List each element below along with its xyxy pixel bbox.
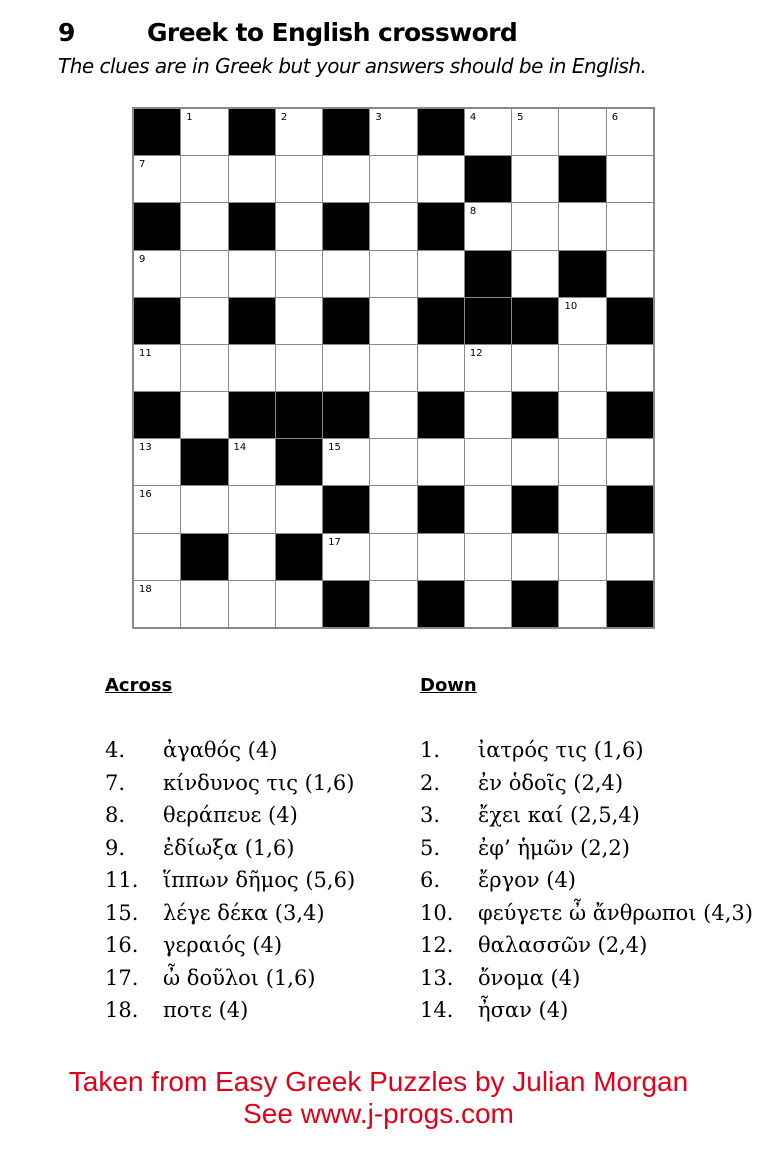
grid-cell-black bbox=[229, 298, 275, 344]
grid-cell-black bbox=[512, 298, 558, 344]
clue-number: 18 bbox=[139, 583, 152, 595]
grid-cell[interactable] bbox=[607, 345, 653, 391]
clue-num: 18. bbox=[105, 998, 139, 1022]
grid-cell[interactable] bbox=[370, 203, 416, 249]
grid-cell[interactable] bbox=[181, 109, 227, 155]
clue-text: ἵππων δῆμος (5,6) bbox=[163, 868, 356, 892]
clue-number: 16 bbox=[139, 489, 152, 501]
grid-cell-black bbox=[512, 392, 558, 438]
grid-cell[interactable] bbox=[607, 109, 653, 155]
grid-cell[interactable] bbox=[181, 345, 227, 391]
clue-number: 2 bbox=[280, 112, 288, 123]
across-clue bbox=[105, 901, 355, 934]
clue-number: 13 bbox=[139, 442, 152, 454]
down-clue bbox=[420, 933, 753, 966]
down-clue bbox=[420, 966, 753, 999]
grid-cell[interactable] bbox=[559, 203, 605, 249]
grid-cell[interactable] bbox=[323, 439, 369, 485]
grid-cell-black bbox=[607, 298, 653, 344]
grid-cell-black bbox=[134, 203, 180, 249]
grid-cell-black bbox=[512, 581, 558, 627]
grid-cell-black bbox=[465, 156, 511, 202]
grid-cell[interactable] bbox=[607, 439, 653, 485]
across-clue-list bbox=[105, 738, 355, 1031]
down-heading: Down bbox=[420, 675, 477, 696]
grid-cell[interactable] bbox=[134, 581, 180, 627]
clue-text: ποτε (4) bbox=[163, 998, 249, 1022]
grid-cell[interactable] bbox=[229, 439, 275, 485]
grid-cell[interactable] bbox=[323, 156, 369, 202]
clue-number: 12 bbox=[469, 347, 483, 359]
grid-cell-black bbox=[323, 581, 369, 627]
puzzle-subtitle: The clues are in Greek but your answers should be in English. bbox=[58, 54, 647, 78]
grid-cell[interactable] bbox=[559, 581, 605, 627]
clue-text: ἐδίωξα (1,6) bbox=[163, 835, 295, 860]
clue-num: 13. bbox=[420, 965, 454, 990]
across-clue bbox=[105, 771, 355, 804]
across-clue bbox=[105, 966, 355, 999]
grid-cell[interactable] bbox=[370, 156, 416, 202]
grid-cell[interactable] bbox=[465, 534, 511, 580]
grid-cell[interactable] bbox=[181, 203, 227, 249]
grid-cell-black bbox=[559, 251, 605, 297]
clue-num: 4. bbox=[105, 738, 126, 762]
clue-number: 14 bbox=[233, 442, 247, 454]
down-clue bbox=[420, 738, 753, 771]
grid-cell[interactable] bbox=[559, 439, 605, 485]
clue-number: 10 bbox=[564, 300, 578, 312]
clue-number: 7 bbox=[139, 159, 146, 171]
grid-cell[interactable] bbox=[465, 203, 511, 249]
grid-cell[interactable] bbox=[323, 345, 369, 391]
grid-cell-black bbox=[418, 581, 464, 627]
grid-cell[interactable] bbox=[370, 439, 416, 485]
grid-cell[interactable] bbox=[418, 156, 464, 202]
clue-text: ἀγαθός (4) bbox=[163, 738, 278, 762]
credit-line: Taken from Easy Greek Puzzles by Julian Morgan bbox=[68, 1066, 689, 1097]
grid-cell[interactable] bbox=[276, 251, 322, 297]
grid-cell[interactable] bbox=[512, 345, 558, 391]
grid-cell[interactable] bbox=[229, 581, 275, 627]
grid-cell[interactable] bbox=[276, 298, 322, 344]
clue-num: 7. bbox=[105, 770, 126, 795]
grid-cell-black bbox=[418, 298, 464, 344]
grid-cell[interactable] bbox=[559, 298, 605, 344]
grid-cell-black bbox=[323, 298, 369, 344]
grid-cell[interactable] bbox=[370, 345, 416, 391]
clue-num: 8. bbox=[105, 803, 126, 827]
clue-num: 16. bbox=[105, 933, 139, 957]
clue-number: 9 bbox=[139, 253, 146, 265]
clue-text: ὄνομα (4) bbox=[478, 965, 581, 990]
across-clue bbox=[105, 738, 355, 771]
crossword-grid bbox=[132, 107, 655, 629]
grid-cell[interactable] bbox=[418, 534, 464, 580]
clue-number: 4 bbox=[469, 112, 477, 123]
grid-cell-black bbox=[512, 486, 558, 532]
clue-num: 9. bbox=[105, 835, 126, 860]
clue-number: 1 bbox=[186, 112, 193, 123]
grid-cell-black bbox=[465, 251, 511, 297]
grid-cell-black bbox=[465, 298, 511, 344]
grid-cell[interactable] bbox=[229, 345, 275, 391]
grid-cell[interactable] bbox=[134, 486, 180, 532]
clue-number: 3 bbox=[375, 112, 382, 123]
down-clue bbox=[420, 868, 753, 901]
grid-cell[interactable] bbox=[465, 581, 511, 627]
grid-cell-black bbox=[276, 439, 322, 485]
grid-cell[interactable] bbox=[370, 251, 416, 297]
grid-cell[interactable] bbox=[134, 156, 180, 202]
grid-cell[interactable] bbox=[512, 534, 558, 580]
grid-cell[interactable] bbox=[181, 251, 227, 297]
grid-cell[interactable] bbox=[512, 203, 558, 249]
grid-cell-black bbox=[276, 392, 322, 438]
grid-cell-black bbox=[229, 109, 275, 155]
grid-cell[interactable] bbox=[229, 156, 275, 202]
grid-cell[interactable] bbox=[370, 581, 416, 627]
clue-number: 6 bbox=[611, 112, 619, 123]
clue-text: κίνδυνος τις (1,6) bbox=[163, 770, 355, 795]
grid-cell[interactable] bbox=[418, 439, 464, 485]
clue-number: 5 bbox=[517, 112, 524, 123]
clue-num: 15. bbox=[105, 900, 139, 925]
clue-num: 10. bbox=[420, 900, 454, 925]
across-clue bbox=[105, 836, 355, 869]
grid-cell[interactable] bbox=[465, 392, 511, 438]
clue-text: ὦ δοῦλοι (1,6) bbox=[163, 965, 316, 990]
grid-cell[interactable] bbox=[181, 581, 227, 627]
grid-cell[interactable] bbox=[512, 109, 558, 155]
grid-cell[interactable] bbox=[559, 392, 605, 438]
puzzle-title: Greek to English crossword bbox=[147, 18, 518, 47]
clue-num: 6. bbox=[420, 868, 441, 892]
grid-cell-black bbox=[134, 392, 180, 438]
grid-cell[interactable] bbox=[276, 486, 322, 532]
grid-cell[interactable] bbox=[276, 203, 322, 249]
grid-cell-black bbox=[134, 298, 180, 344]
grid-cell[interactable] bbox=[134, 345, 180, 391]
clue-text: λέγε δέκα (3,4) bbox=[163, 900, 325, 925]
grid-cell-black bbox=[134, 109, 180, 155]
grid-cell[interactable] bbox=[181, 298, 227, 344]
clue-num: 12. bbox=[420, 933, 454, 957]
clue-text: ἐν ὁδοῖς (2,4) bbox=[478, 770, 624, 795]
grid-cell[interactable] bbox=[559, 486, 605, 532]
grid-cell-black bbox=[607, 486, 653, 532]
clue-num: 3. bbox=[420, 803, 441, 827]
grid-cell[interactable] bbox=[370, 298, 416, 344]
grid-cell[interactable] bbox=[370, 534, 416, 580]
grid-cell[interactable] bbox=[181, 392, 227, 438]
down-clue bbox=[420, 803, 753, 836]
grid-cell[interactable] bbox=[607, 203, 653, 249]
grid-cell[interactable] bbox=[229, 534, 275, 580]
grid-cell[interactable] bbox=[465, 439, 511, 485]
clue-text: θεράπευε (4) bbox=[163, 803, 298, 827]
grid-cell[interactable] bbox=[181, 156, 227, 202]
clue-number: 8 bbox=[469, 206, 477, 218]
grid-cell-black bbox=[276, 534, 322, 580]
grid-cell[interactable] bbox=[323, 251, 369, 297]
across-clue bbox=[105, 803, 355, 836]
grid-cell[interactable] bbox=[512, 251, 558, 297]
clue-number: 17 bbox=[328, 536, 341, 548]
credit-website: See www.j-progs.com bbox=[243, 1098, 514, 1129]
grid-cell[interactable] bbox=[134, 251, 180, 297]
clue-num: 11. bbox=[105, 868, 139, 892]
grid-cell[interactable] bbox=[512, 156, 558, 202]
grid-cell[interactable] bbox=[370, 392, 416, 438]
grid-cell[interactable] bbox=[276, 156, 322, 202]
grid-cell[interactable] bbox=[559, 345, 605, 391]
grid-cell[interactable] bbox=[370, 109, 416, 155]
grid-cell[interactable] bbox=[229, 251, 275, 297]
grid-cell[interactable] bbox=[512, 439, 558, 485]
grid-cell[interactable] bbox=[276, 345, 322, 391]
grid-cell[interactable] bbox=[607, 251, 653, 297]
grid-cell-black bbox=[418, 392, 464, 438]
clue-text: ἐφ’ ἡμῶν (2,2) bbox=[478, 835, 630, 860]
grid-cell-black bbox=[323, 486, 369, 532]
grid-cell-black bbox=[418, 486, 464, 532]
down-clue bbox=[420, 836, 753, 869]
grid-cell[interactable] bbox=[276, 109, 322, 155]
grid-cell[interactable] bbox=[370, 486, 416, 532]
grid-cell[interactable] bbox=[181, 486, 227, 532]
grid-cell[interactable] bbox=[465, 486, 511, 532]
grid-cell[interactable] bbox=[607, 534, 653, 580]
grid-cell-black bbox=[418, 109, 464, 155]
grid-cell[interactable] bbox=[607, 156, 653, 202]
clue-num: 2. bbox=[420, 770, 441, 795]
grid-cell-black bbox=[229, 203, 275, 249]
clue-text: φεύγετε ὦ ἄνθρωποι (4,3) bbox=[478, 900, 753, 925]
grid-cell[interactable] bbox=[559, 534, 605, 580]
grid-cell-black bbox=[607, 392, 653, 438]
clue-num: 17. bbox=[105, 965, 139, 990]
grid-cell-black bbox=[559, 156, 605, 202]
clue-num: 5. bbox=[420, 835, 441, 860]
clue-text: ἔχει καί (2,5,4) bbox=[478, 803, 640, 827]
grid-cell[interactable] bbox=[229, 486, 275, 532]
grid-cell-black bbox=[607, 581, 653, 627]
grid-cell-black bbox=[418, 203, 464, 249]
clue-number: 11 bbox=[139, 347, 152, 359]
across-heading: Across bbox=[105, 675, 173, 696]
down-clue-list bbox=[420, 738, 753, 1031]
grid-cell-black bbox=[323, 109, 369, 155]
clue-number: 15 bbox=[328, 442, 341, 454]
clue-num: 14. bbox=[420, 998, 454, 1022]
grid-cell[interactable] bbox=[276, 581, 322, 627]
grid-cell[interactable] bbox=[559, 109, 605, 155]
clue-text: ἦσαν (4) bbox=[478, 998, 569, 1022]
clue-text: θαλασσῶν (2,4) bbox=[478, 933, 648, 957]
down-clue bbox=[420, 771, 753, 804]
clue-text: γεραιός (4) bbox=[163, 933, 283, 957]
grid-cell[interactable] bbox=[465, 345, 511, 391]
puzzle-number: 9 bbox=[58, 18, 75, 47]
clue-text: ἰατρός τις (1,6) bbox=[478, 738, 644, 762]
across-clue bbox=[105, 933, 355, 966]
grid-cell[interactable] bbox=[465, 109, 511, 155]
grid-cell-black bbox=[181, 534, 227, 580]
across-clue bbox=[105, 998, 355, 1031]
clue-num: 1. bbox=[420, 738, 441, 762]
grid-cell[interactable] bbox=[418, 345, 464, 391]
grid-cell[interactable] bbox=[134, 534, 180, 580]
clue-text: ἔργον (4) bbox=[478, 868, 576, 892]
grid-cell-black bbox=[181, 439, 227, 485]
down-clue bbox=[420, 998, 753, 1031]
grid-cell-black bbox=[323, 203, 369, 249]
grid-cell-black bbox=[229, 392, 275, 438]
grid-cell[interactable] bbox=[134, 439, 180, 485]
across-clue bbox=[105, 868, 355, 901]
grid-cell-black bbox=[323, 392, 369, 438]
grid-cell[interactable] bbox=[323, 534, 369, 580]
grid-cell[interactable] bbox=[418, 251, 464, 297]
down-clue bbox=[420, 901, 753, 934]
